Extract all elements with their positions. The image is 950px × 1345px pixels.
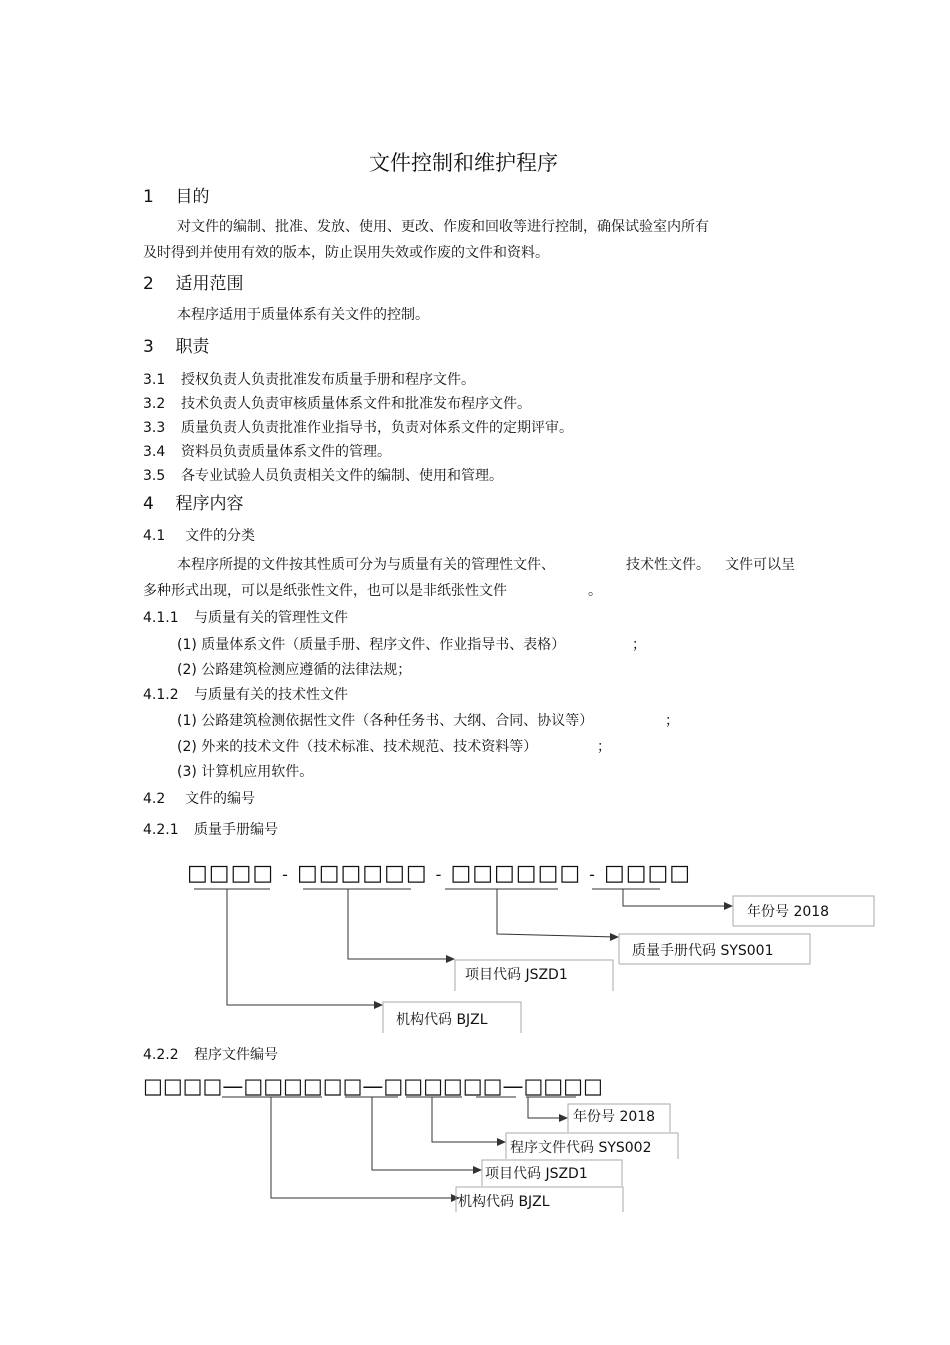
list-item: 3.3 质量负责人负责批准作业指导书，负责对体系文件的定期评审。 xyxy=(143,420,573,436)
paragraph-fragment: 。 xyxy=(588,583,602,599)
subsection-heading: 4.1.1 与质量有关的管理性文件 xyxy=(143,610,348,626)
section-number: 2 xyxy=(143,274,154,294)
project-code-label: 项目代码 JSZD1 xyxy=(465,967,568,983)
org-code-label: 机构代码 BJZL xyxy=(396,1012,488,1028)
code-template: □□□□—□□□□□□—□□□□□□—□□□□ xyxy=(143,1074,603,1098)
org-code-label: 机构代码 BJZL xyxy=(458,1194,550,1210)
year-label: 年份号 2018 xyxy=(747,904,830,920)
list-item-end: ； xyxy=(597,739,611,755)
section-number: 3 xyxy=(143,337,154,357)
subsection-heading: 4.2 文件的编号 xyxy=(143,791,255,807)
project-code-label: 项目代码 JSZD1 xyxy=(485,1166,588,1182)
list-item: (3) 计算机应用软件。 xyxy=(177,764,314,780)
paragraph-fragment: 技术性文件。 xyxy=(626,557,710,573)
doc-title: 文件控制和维护程序 xyxy=(369,151,558,175)
procedure-code-label: 程序文件代码 SYS002 xyxy=(510,1140,652,1156)
subsection-heading: 4.1 文件的分类 xyxy=(143,528,255,544)
list-item-end: ； xyxy=(665,713,679,729)
section-title: 职责 xyxy=(175,337,210,357)
paragraph: 多种形式出现，可以是纸张性文件，也可以是非纸张性文件 xyxy=(143,583,507,599)
list-item: (2) 外来的技术文件（技术标准、技术规范、技术资料等） xyxy=(177,739,538,755)
subsection-heading: 4.2.1 质量手册编号 xyxy=(143,822,278,838)
section-title: 目的 xyxy=(175,187,210,207)
list-item: 3.4 资料员负责质量体系文件的管理。 xyxy=(143,444,391,460)
list-item: 3.2 技术负责人负责审核质量体系文件和批准发布程序文件。 xyxy=(143,396,531,412)
paragraph: 对文件的编制、批准、发放、使用、更改、作废和回收等进行控制，确保试验室内所有 xyxy=(177,219,709,235)
manual-code-label: 质量手册代码 SYS001 xyxy=(632,943,774,959)
list-item: 3.1 授权负责人负责批准发布质量手册和程序文件。 xyxy=(143,372,475,388)
list-item-end: ； xyxy=(632,637,646,653)
list-item: 3.5 各专业试验人员负责相关文件的编制、使用和管理。 xyxy=(143,468,503,484)
section-number: 1 xyxy=(143,187,154,207)
list-item: (1) 质量体系文件（质量手册、程序文件、作业指导书、表格） xyxy=(177,637,566,653)
paragraph-fragment: 文件可以呈 xyxy=(725,557,795,573)
section-number: 4 xyxy=(143,494,154,514)
year-label: 年份号 2018 xyxy=(573,1109,656,1125)
paragraph: 本程序所提的文件按其性质可分为与质量有关的管理性文件、 xyxy=(177,557,555,573)
list-item: (1) 公路建筑检测依据性文件（各种任务书、大纲、合同、协议等） xyxy=(177,713,594,729)
paragraph: 及时得到并使用有效的版本，防止误用失效或作废的文件和资料。 xyxy=(143,245,549,261)
section-title: 程序内容 xyxy=(175,494,244,514)
section-title: 适用范围 xyxy=(175,274,244,294)
list-item: (2) 公路建筑检测应遵循的法律法规； xyxy=(177,662,412,678)
subsection-heading: 4.2.2 程序文件编号 xyxy=(143,1047,278,1063)
paragraph: 本程序适用于质量体系有关文件的控制。 xyxy=(177,307,429,323)
code-template: □□□□ - □□□□□□ - □□□□□□ - □□□□ xyxy=(187,861,692,886)
subsection-heading: 4.1.2 与质量有关的技术性文件 xyxy=(143,687,348,703)
